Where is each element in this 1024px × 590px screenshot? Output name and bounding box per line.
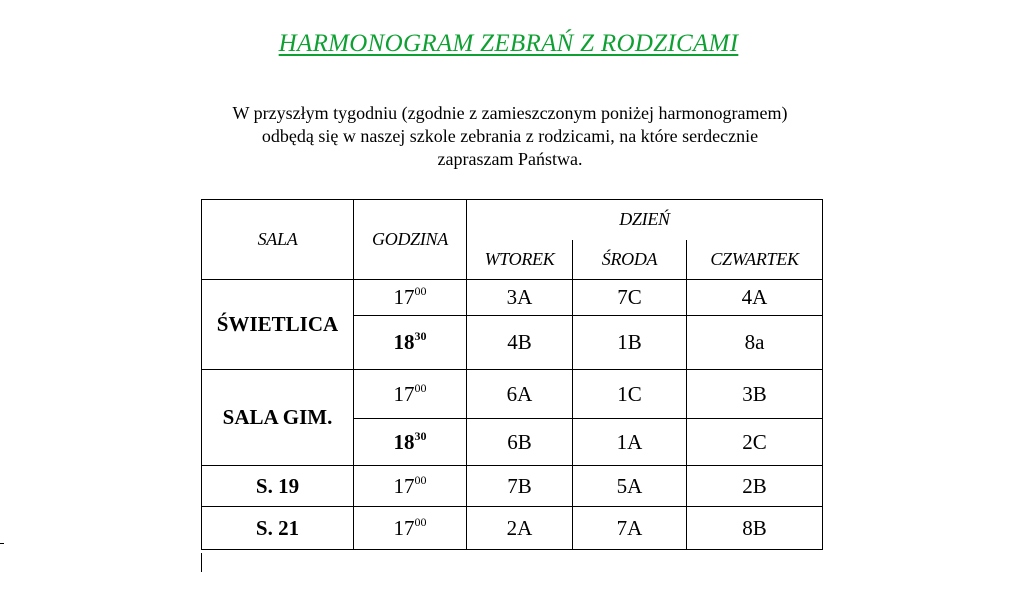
room-name: SALA GIM. <box>202 370 354 466</box>
header-day-wednesday: ŚRODA <box>573 240 687 280</box>
room-name: S. 21 <box>202 507 354 550</box>
room-name: ŚWIETLICA <box>202 280 354 370</box>
header-room: SALA <box>202 200 354 280</box>
room-name: S. 19 <box>202 466 354 507</box>
intro-line: zapraszam Państwa. <box>437 149 583 169</box>
class-cell: 8a <box>687 316 823 370</box>
class-cell: 5A <box>573 466 687 507</box>
intro-line: W przyszłym tygodniu (zgodnie z zamieszczonym poniżej harmonogramem) <box>232 103 788 123</box>
class-cell: 3A <box>467 280 573 316</box>
class-cell: 4B <box>467 316 573 370</box>
time-cell: $18^{30}$ <box>354 316 467 370</box>
divider <box>0 543 4 544</box>
class-cell: 3B <box>687 370 823 419</box>
header-day-tuesday: WTOREK <box>467 240 573 280</box>
time-cell: $17^{00}$ <box>354 280 467 316</box>
class-cell: 7B <box>467 466 573 507</box>
class-cell: 7C <box>573 280 687 316</box>
class-cell: 4A <box>687 280 823 316</box>
intro-line: odbędą się w naszej szkole zebrania z rodzicami, na które serdecznie <box>261 126 759 146</box>
time-cell: $18^{30}$ <box>354 419 467 466</box>
meeting-schedule-table <box>201 199 823 550</box>
header-day-group: DZIEŃ <box>467 200 823 240</box>
class-cell: 1B <box>573 316 687 370</box>
class-cell: 7A <box>573 507 687 550</box>
class-cell: 6A <box>467 370 573 419</box>
time-cell: $17^{00}$ <box>354 466 467 507</box>
class-cell: 6B <box>467 419 573 466</box>
class-cell: 2A <box>467 507 573 550</box>
time-cell: $17^{00}$ <box>354 507 467 550</box>
class-cell: 1C <box>573 370 687 419</box>
page-title: HARMONOGRAM ZEBRAŃ Z RODZICAMI <box>278 30 739 57</box>
header-time: GODZINA <box>354 200 467 280</box>
intro-paragraph <box>160 102 860 171</box>
divider <box>201 553 202 572</box>
class-cell: 2B <box>687 466 823 507</box>
header-day-thursday: CZWARTEK <box>687 240 823 280</box>
class-cell: 1A <box>573 419 687 466</box>
class-cell: 8B <box>687 507 823 550</box>
class-cell: 2C <box>687 419 823 466</box>
time-cell: $17^{00}$ <box>354 370 467 419</box>
